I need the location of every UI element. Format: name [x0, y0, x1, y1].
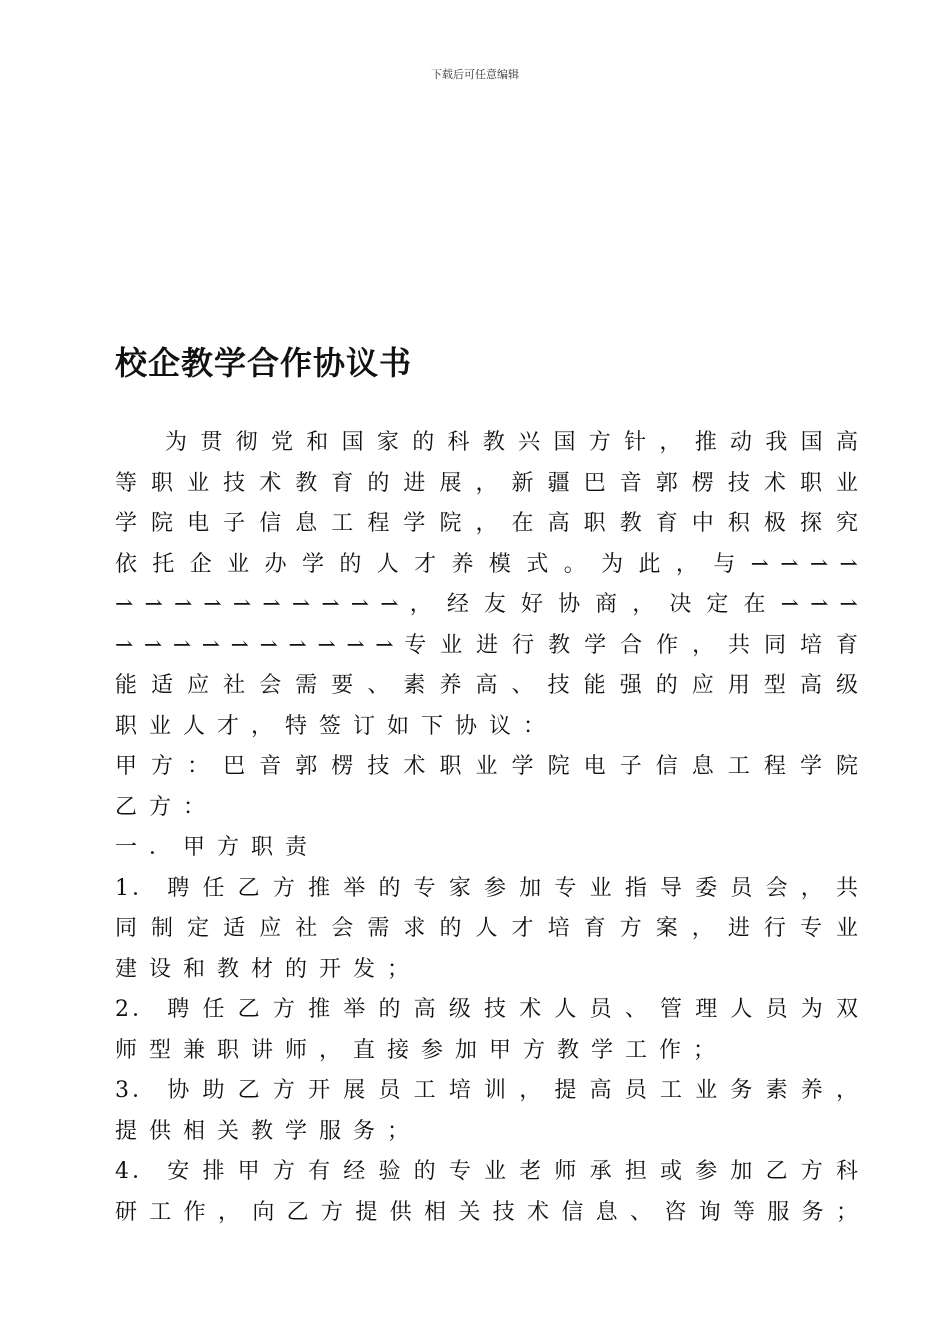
body-line: 依 托 企 业 办 学 的 人 才 养 模 式 。 为 此 ， 与 ⇀ ⇀ ⇀ ⇀ — [115, 551, 858, 577]
body-line: 一．甲方职责 — [115, 835, 320, 860]
body-line: 能 适 应 社 会 需 要 、 素 养 高 、 技 能 强 的 应 用 型 高 级 — [115, 673, 858, 698]
body-line: 甲 方 ： 巴 音 郭 楞 技 术 职 业 学 院 电 子 信 息 工 程 学 院 — [115, 754, 858, 779]
body-line: 建设和教材的开发； — [115, 956, 422, 982]
body-line: 3． 协 助 乙 方 开 展 员 工 培 训 ， 提 高 员 工 业 务 素 养 ， — [115, 1078, 858, 1103]
body-line: 提供相关教学服务； — [115, 1118, 422, 1144]
body-line: 研 工 作 ， 向 乙 方 提 供 相 关 技 术 信 息 、 咨 询 等 服 务 ； — [115, 1199, 858, 1225]
body-line: 为 贯 彻 党 和 国 家 的 科 教 兴 国 方 针 ， 推 动 我 国 高 — [165, 430, 858, 455]
body-line: 职业人才，特签订如下协议： — [115, 713, 558, 739]
body-line: 学 院 电 子 信 息 工 程 学 院 ， 在 高 职 教 育 中 积 极 探 究 — [115, 511, 858, 536]
body-line: 等 职 业 技 术 教 育 的 进 展 ， 新 疆 巴 音 郭 楞 技 术 职 业 — [115, 470, 858, 496]
body-line: 同 制 定 适 应 社 会 需 求 的 人 才 培 育 方 案 ， 进 行 专 业 — [115, 916, 858, 941]
document-title: 校企教学合作协议书 — [115, 344, 413, 382]
body-line: 乙方： — [115, 794, 218, 820]
body-line: ⇀ ⇀ ⇀ ⇀ ⇀ ⇀ ⇀ ⇀ ⇀ ⇀ 专 业 进 行 教 学 合 作 ， 共 同 培 育 — [115, 632, 858, 658]
document-body — [115, 423, 858, 1233]
body-line: 2． 聘 任 乙 方 推 举 的 高 级 技 术 人 员 、 管 理 人 员 为 双 — [115, 997, 858, 1022]
page-header-note: 下载后可任意编辑 — [431, 68, 519, 81]
body-line: 师型兼职讲师，直接参加甲方教学工作； — [115, 1037, 728, 1063]
body-line: 1． 聘 任 乙 方 推 举 的 专 家 参 加 专 业 指 导 委 员 会 ， 共 — [115, 875, 858, 901]
body-line: 4． 安 排 甲 方 有 经 验 的 专 业 老 师 承 担 或 参 加 乙 方 科 — [115, 1159, 858, 1184]
body-line: ⇀ ⇀ ⇀ ⇀ ⇀ ⇀ ⇀ ⇀ ⇀ ⇀ ， 经 友 好 协 商 ， 决 定 在 ⇀ ⇀ ⇀ — [115, 592, 858, 617]
